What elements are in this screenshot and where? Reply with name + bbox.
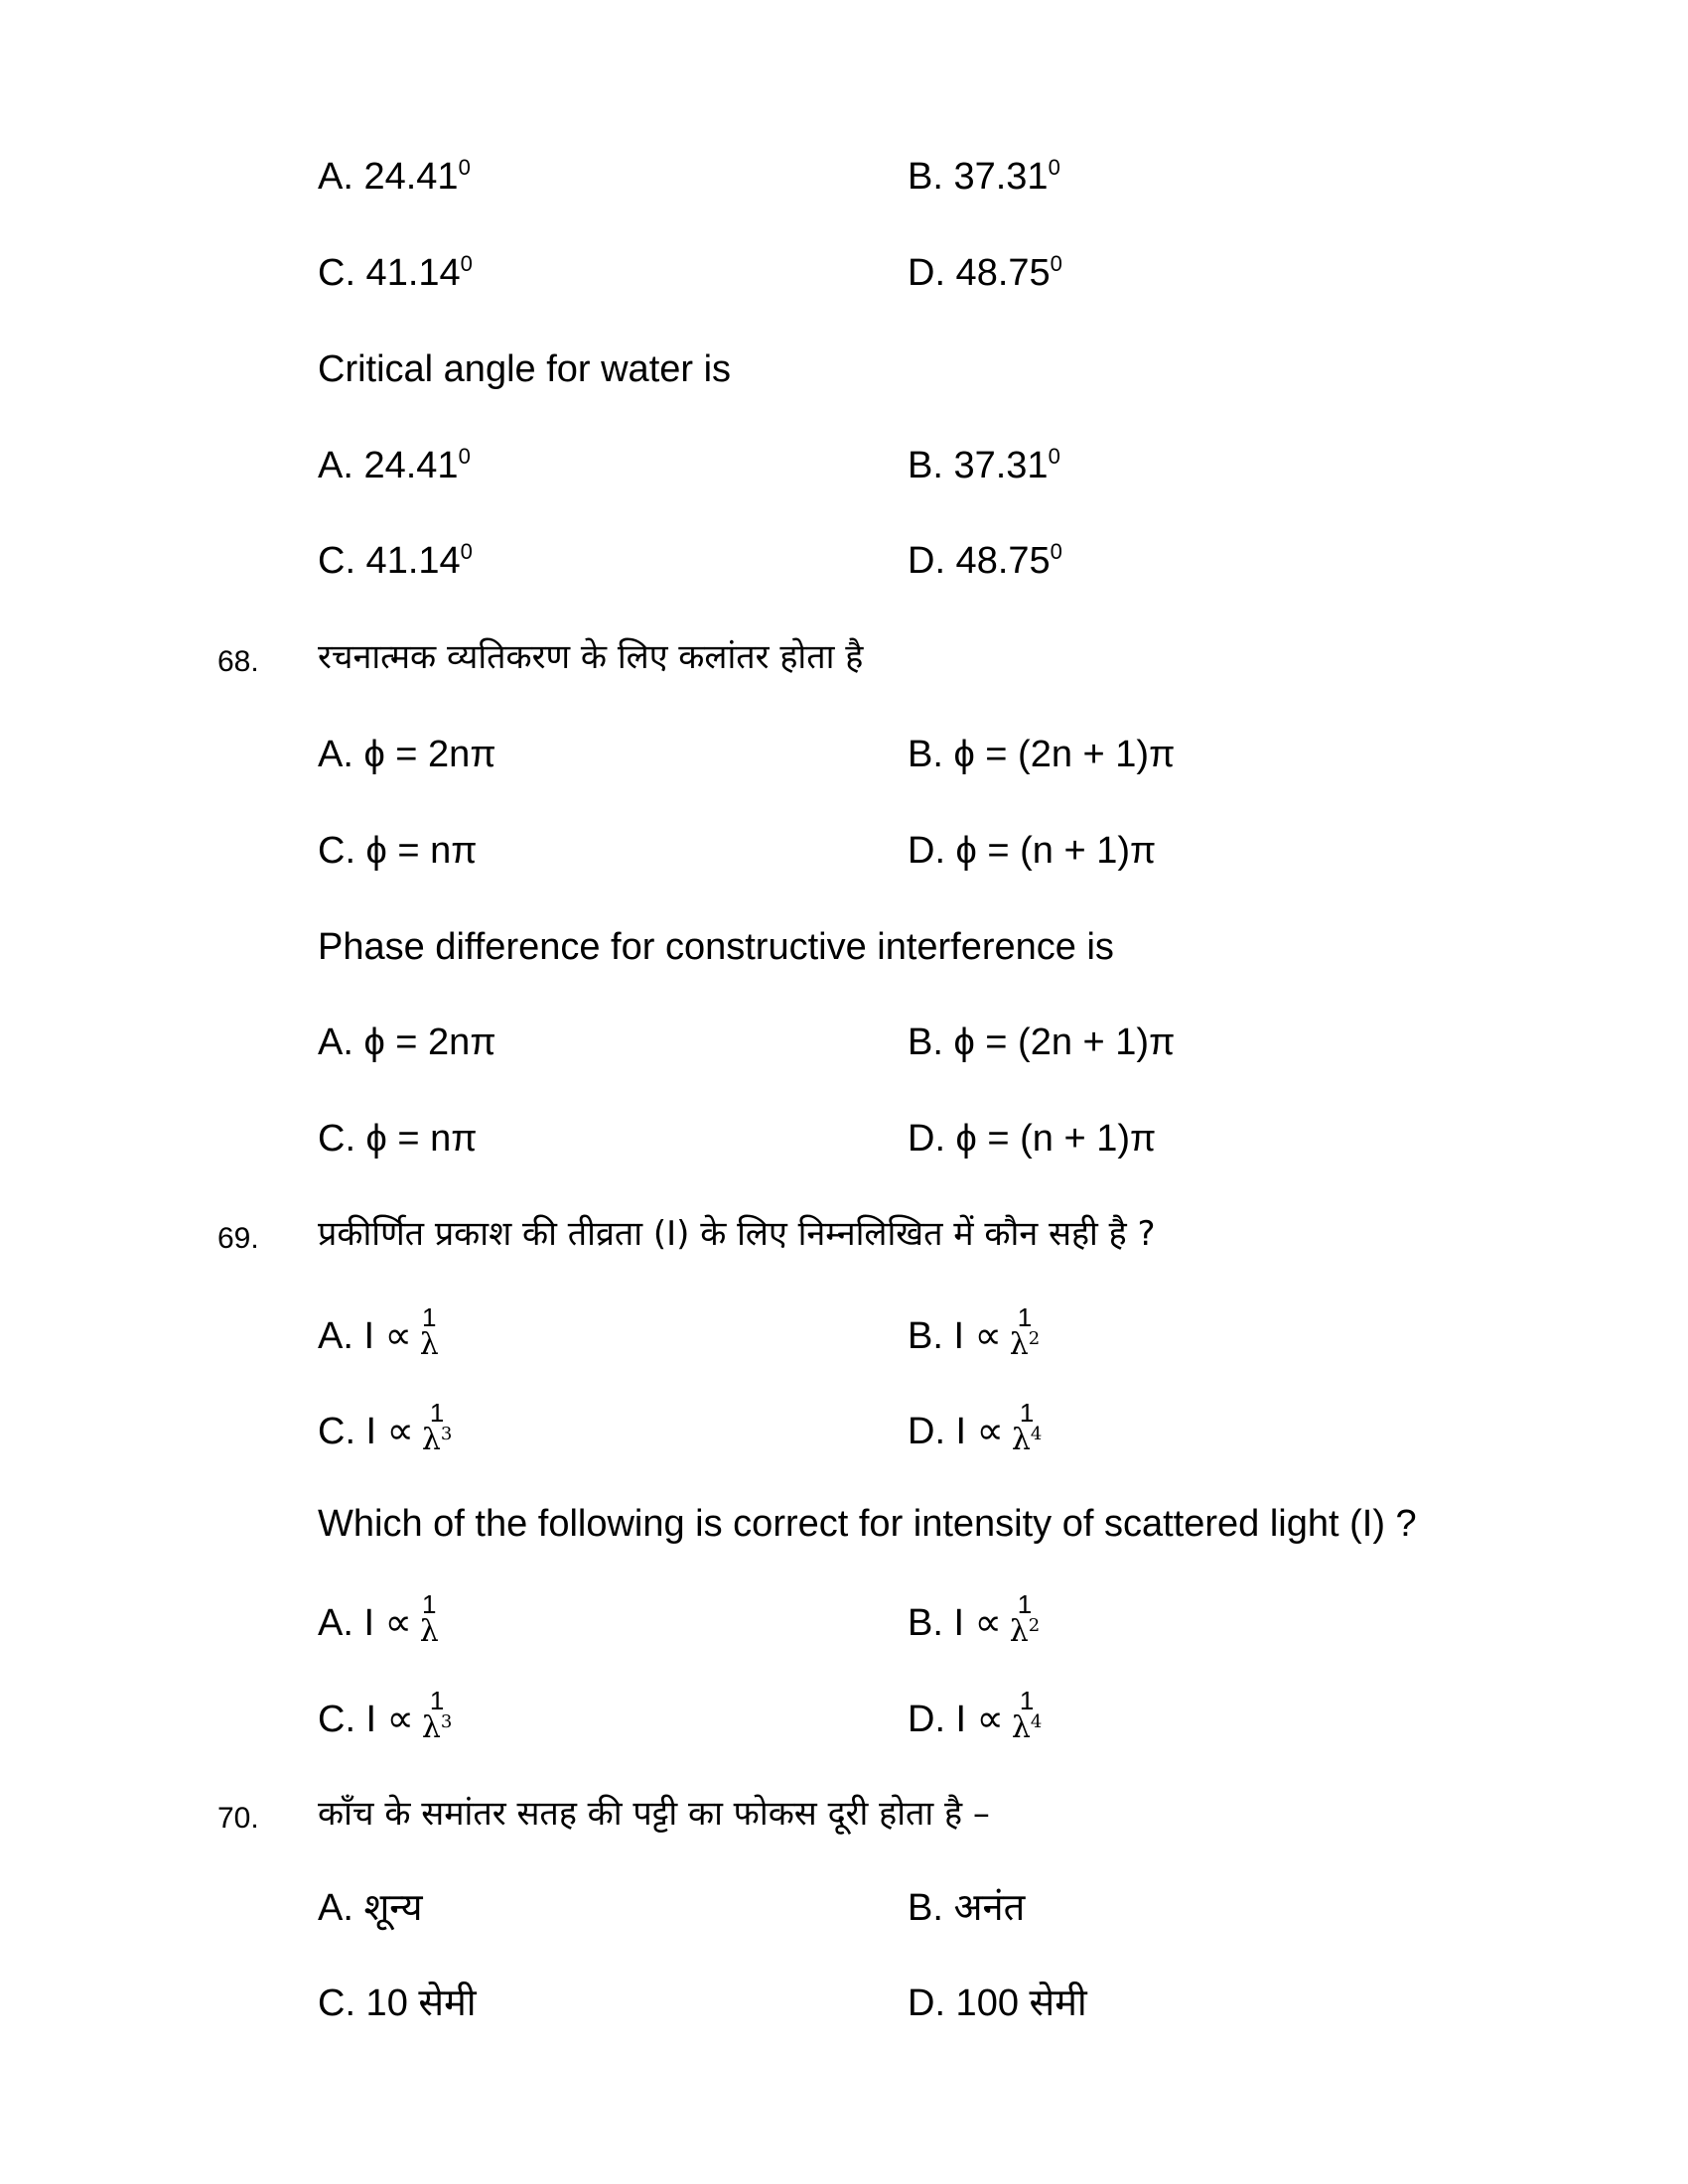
exponent: 4 (1030, 1711, 1043, 1732)
option-prefix: B. I ∝ (908, 1315, 1002, 1358)
numerator: 1 (429, 1398, 445, 1428)
q69-option-a-hi (318, 1302, 439, 1366)
q67-option-b (908, 444, 1060, 487)
denominator (421, 1423, 453, 1457)
denominator (1009, 1614, 1041, 1649)
option-text: C. 41.14 (318, 540, 461, 582)
q69-option-a-en (318, 1589, 439, 1653)
question-number-69: 69. (217, 1222, 259, 1255)
option-text: B. 37.31 (908, 445, 1049, 486)
q68-option-a-en: A. ϕ = 2nπ (318, 1022, 496, 1063)
q67-option-d (908, 539, 1062, 583)
question-number-70: 70. (217, 1802, 259, 1835)
numerator: 1 (1017, 1302, 1033, 1332)
q68-option-d-en: D. ϕ = (n + 1)π (908, 1118, 1157, 1160)
option-text: C. 41.14 (318, 252, 461, 294)
q69-option-d-hi (908, 1398, 1043, 1461)
numerator: 1 (1019, 1398, 1035, 1428)
q66-option-c (318, 251, 473, 295)
degree-symbol: 0 (1050, 251, 1062, 276)
degree-symbol: 0 (460, 251, 473, 276)
numerator: 1 (429, 1686, 445, 1715)
option-text: A. 24.41 (318, 156, 459, 198)
q69-option-d-en (908, 1686, 1043, 1749)
fraction (1012, 1400, 1042, 1455)
q68-option-a-hi: A. ϕ = 2nπ (318, 734, 496, 775)
denominator (419, 1327, 439, 1362)
q69-question-english: Which of the following is correct for intensity of scattered light (I) ? (318, 1503, 1417, 1545)
lambda-symbol: λ (419, 1614, 439, 1649)
option-text: B. 37.31 (908, 156, 1049, 198)
q68-option-c-en: C. ϕ = nπ (318, 1118, 478, 1160)
option-prefix: A. I ∝ (318, 1602, 412, 1645)
fraction (1010, 1304, 1040, 1360)
denominator (1009, 1327, 1041, 1362)
q70-option-a: A. शून्य (318, 1887, 423, 1929)
question-number-68: 68. (217, 645, 259, 678)
numerator: 1 (422, 1589, 437, 1619)
option-text: D. 48.75 (908, 540, 1051, 582)
lambda-symbol: λ (1011, 1423, 1031, 1457)
degree-symbol: 0 (1050, 539, 1062, 564)
lambda-symbol: λ (419, 1327, 439, 1362)
degree-symbol: 0 (458, 444, 471, 469)
lambda-symbol: λ (1009, 1614, 1029, 1649)
fraction (1012, 1688, 1042, 1743)
numerator: 1 (1017, 1589, 1033, 1619)
denominator (1011, 1423, 1043, 1457)
q70-option-b: B. अनंत (908, 1887, 1026, 1929)
degree-symbol: 0 (458, 155, 471, 180)
q70-option-c: C. 10 सेमी (318, 1982, 477, 2024)
q69-option-b-hi (908, 1302, 1041, 1366)
exponent: 3 (440, 1711, 453, 1732)
q67-question-english: Critical angle for water is (318, 348, 732, 390)
q67-option-c (318, 539, 473, 583)
exponent: 2 (1028, 1615, 1041, 1636)
denominator (419, 1614, 439, 1649)
denominator (1011, 1710, 1043, 1745)
degree-symbol: 0 (1048, 444, 1060, 469)
q68-question-english: Phase difference for constructive interference is (318, 926, 1114, 968)
q66-option-b (908, 155, 1060, 199)
q66-option-d (908, 251, 1062, 295)
option-text: D. 48.75 (908, 252, 1051, 294)
fraction (422, 1688, 452, 1743)
exponent: 2 (1028, 1328, 1041, 1349)
q68-option-b-hi: B. ϕ = (2n + 1)π (908, 734, 1176, 775)
q69-question-hindi: प्रकीर्णित प्रकाश की तीव्रता (I) के लिए निम्नलिखित में कौन सही है ? (318, 1214, 1156, 1254)
fraction (420, 1591, 439, 1647)
degree-symbol: 0 (1048, 155, 1060, 180)
lambda-symbol: λ (1009, 1327, 1029, 1362)
option-prefix: D. I ∝ (908, 1699, 1004, 1741)
lambda-symbol: λ (421, 1710, 441, 1745)
exponent: 3 (440, 1424, 453, 1444)
q69-option-c-hi (318, 1398, 453, 1461)
q70-question-hindi: काँच के समांतर सतह की पट्टी का फोकस दूरी होता है – (318, 1794, 990, 1834)
lambda-symbol: λ (1011, 1710, 1031, 1745)
q69-option-c-en (318, 1686, 453, 1749)
q68-option-b-en: B. ϕ = (2n + 1)π (908, 1022, 1176, 1063)
numerator: 1 (422, 1302, 437, 1332)
exponent: 4 (1030, 1424, 1043, 1444)
option-prefix: B. I ∝ (908, 1602, 1002, 1645)
q69-option-b-en (908, 1589, 1041, 1653)
q68-option-d-hi: D. ϕ = (n + 1)π (908, 830, 1157, 872)
q68-question-hindi: रचनात्मक व्यतिकरण के लिए कलांतर होता है (318, 637, 864, 677)
denominator (421, 1710, 453, 1745)
option-prefix: C. I ∝ (318, 1411, 414, 1453)
option-prefix: C. I ∝ (318, 1699, 414, 1741)
q66-option-a (318, 155, 471, 199)
fraction (1010, 1591, 1040, 1647)
numerator: 1 (1019, 1686, 1035, 1715)
option-text: A. 24.41 (318, 445, 459, 486)
fraction (420, 1304, 439, 1360)
fraction (422, 1400, 452, 1455)
q70-option-d: D. 100 सेमी (908, 1982, 1087, 2024)
q67-option-a (318, 444, 471, 487)
lambda-symbol: λ (421, 1423, 441, 1457)
q68-option-c-hi: C. ϕ = nπ (318, 830, 478, 872)
option-prefix: D. I ∝ (908, 1411, 1004, 1453)
option-prefix: A. I ∝ (318, 1315, 412, 1358)
degree-symbol: 0 (460, 539, 473, 564)
